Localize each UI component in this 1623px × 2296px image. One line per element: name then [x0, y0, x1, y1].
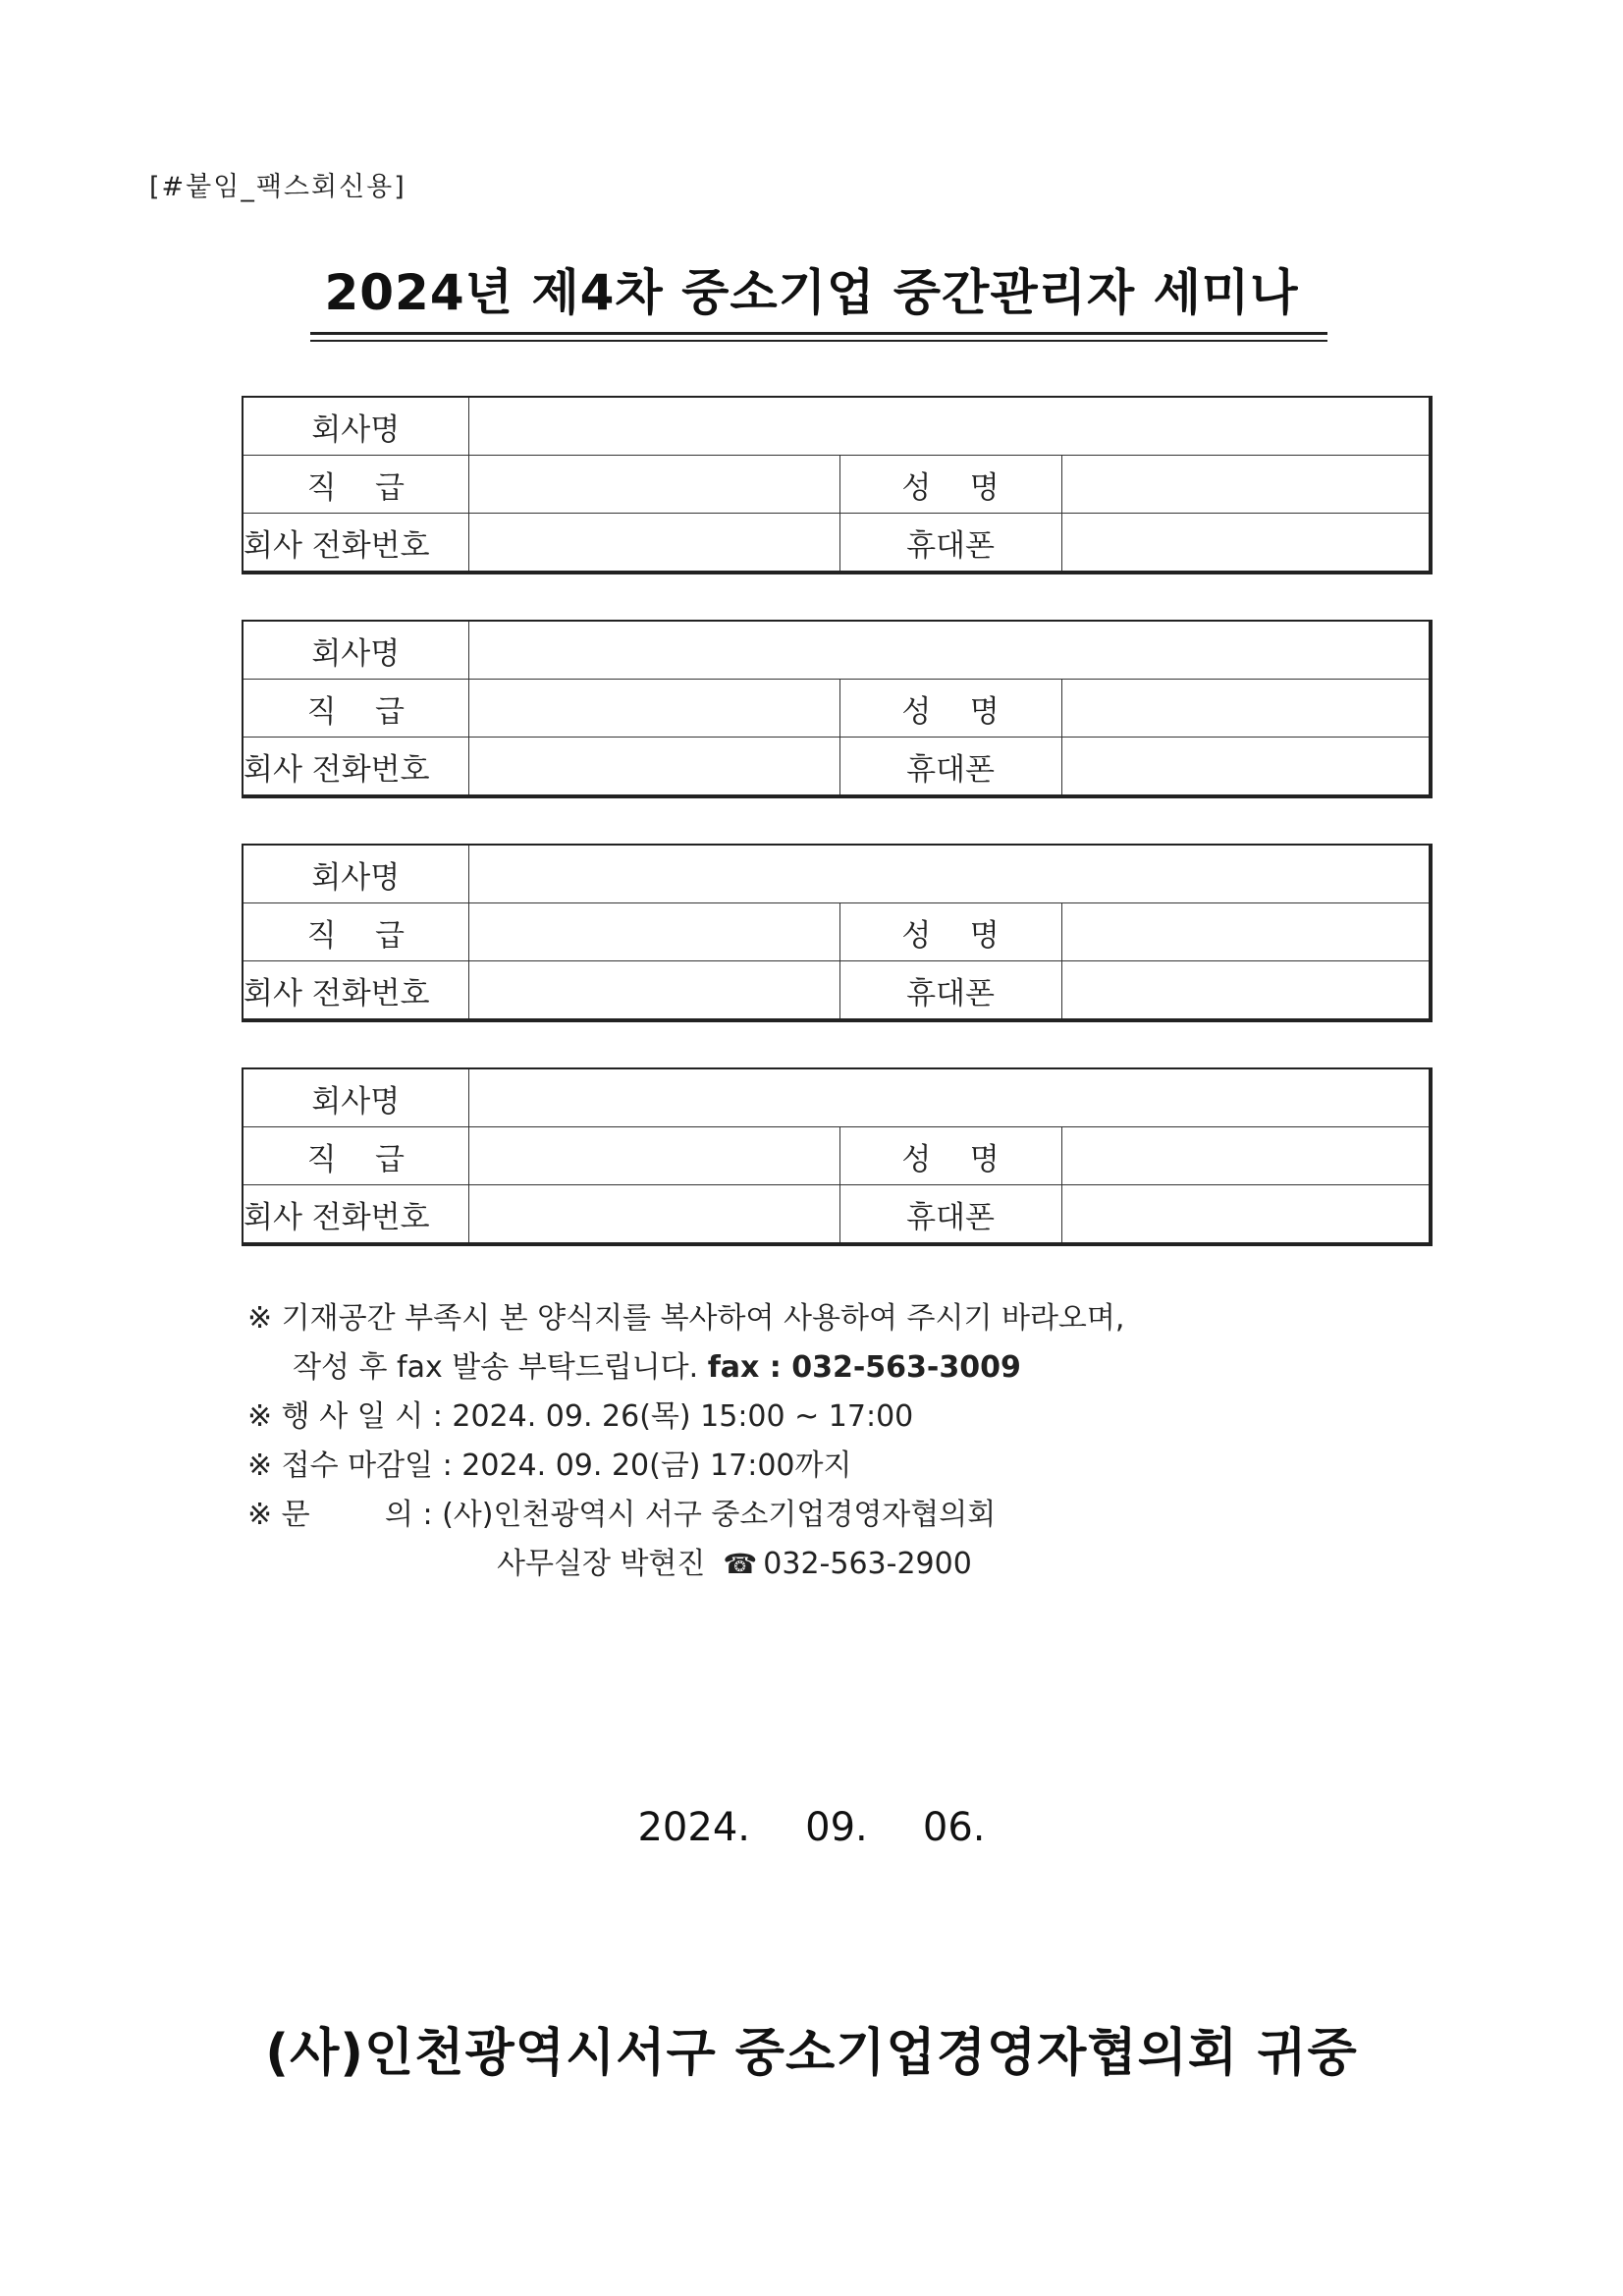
position-label: 직 급: [243, 903, 468, 961]
mobile-field[interactable]: [1061, 961, 1431, 1021]
company-phone-field[interactable]: [468, 738, 839, 797]
page-title: 2024년 제4차 중소기업 중간관리자 세미나: [324, 264, 1299, 321]
note-deadline: ※ 접수 마감일 : 2024. 09. 20(금) 17:00까지: [247, 1449, 852, 1483]
position-label: 직 급: [243, 1127, 468, 1185]
position-field[interactable]: [468, 1127, 839, 1185]
note-inquiry: ※ 문 의 : (사)인천광역시 서구 중소기업경영자협의회: [247, 1498, 997, 1532]
company-phone-label: 회사 전화번호: [243, 1185, 468, 1245]
position-label: 직 급: [243, 456, 468, 514]
name-label: 성 명: [839, 1127, 1061, 1185]
document-date: 2024. 09. 06.: [637, 1805, 986, 1850]
company-name-label: 회사명: [243, 397, 468, 456]
mobile-field[interactable]: [1061, 738, 1431, 797]
company-name-field[interactable]: [468, 621, 1431, 680]
company-name-label: 회사명: [243, 1068, 468, 1127]
name-label: 성 명: [839, 680, 1061, 738]
company-name-label: 회사명: [243, 621, 468, 680]
company-phone-label: 회사 전화번호: [243, 514, 468, 574]
company-name-field[interactable]: [468, 845, 1431, 903]
company-phone-label: 회사 전화번호: [243, 961, 468, 1021]
note-fax-instruction: [247, 1343, 1124, 1393]
mobile-label: 휴대폰: [839, 514, 1061, 574]
title-underline-thin: [310, 340, 1327, 342]
name-field[interactable]: [1061, 456, 1431, 514]
name-field[interactable]: [1061, 680, 1431, 738]
name-field[interactable]: [1061, 903, 1431, 961]
phone-icon: ☎: [723, 1548, 758, 1580]
name-label: 성 명: [839, 456, 1061, 514]
mobile-label: 휴대폰: [839, 1185, 1061, 1245]
registration-form: [242, 620, 1433, 798]
company-phone-field[interactable]: [468, 514, 839, 574]
fax-number: fax : 032-563-3009: [707, 1350, 1021, 1385]
notes-section: [247, 1294, 1124, 1589]
mobile-field[interactable]: [1061, 1185, 1431, 1245]
contact-phone: 032-563-2900: [763, 1547, 972, 1581]
company-name-field[interactable]: [468, 397, 1431, 456]
company-phone-field[interactable]: [468, 961, 839, 1021]
note-copy-instruction: ※ 기재공간 부족시 본 양식지를 복사하여 사용하여 주시기 바라오며,: [247, 1301, 1125, 1336]
mobile-field[interactable]: [1061, 514, 1431, 574]
position-field[interactable]: [468, 680, 839, 738]
position-field[interactable]: [468, 903, 839, 961]
name-field[interactable]: [1061, 1127, 1431, 1185]
registration-form: [242, 396, 1433, 574]
position-field[interactable]: [468, 456, 839, 514]
company-name-label: 회사명: [243, 845, 468, 903]
registration-form: [242, 1067, 1433, 1246]
position-label: 직 급: [243, 680, 468, 738]
contact-person: 사무실장 박현진: [497, 1547, 706, 1581]
title-underline: [310, 332, 1327, 335]
attachment-label: [#붙임_팩스회신용]: [149, 172, 406, 202]
company-name-field[interactable]: [468, 1068, 1431, 1127]
note-contact: [247, 1540, 1124, 1589]
company-phone-field[interactable]: [468, 1185, 839, 1245]
recipient: (사)인천광역시서구 중소기업경영자협의회 귀중: [265, 2024, 1358, 2083]
mobile-label: 휴대폰: [839, 961, 1061, 1021]
note-fax-text: 작성 후 fax 발송 부탁드립니다.: [293, 1350, 708, 1385]
name-label: 성 명: [839, 903, 1061, 961]
company-phone-label: 회사 전화번호: [243, 738, 468, 797]
registration-forms: [242, 396, 1430, 1291]
note-event-datetime: ※ 행 사 일 시 : 2024. 09. 26(목) 15:00 ~ 17:00: [247, 1399, 914, 1434]
mobile-label: 휴대폰: [839, 738, 1061, 797]
registration-form: [242, 844, 1433, 1022]
